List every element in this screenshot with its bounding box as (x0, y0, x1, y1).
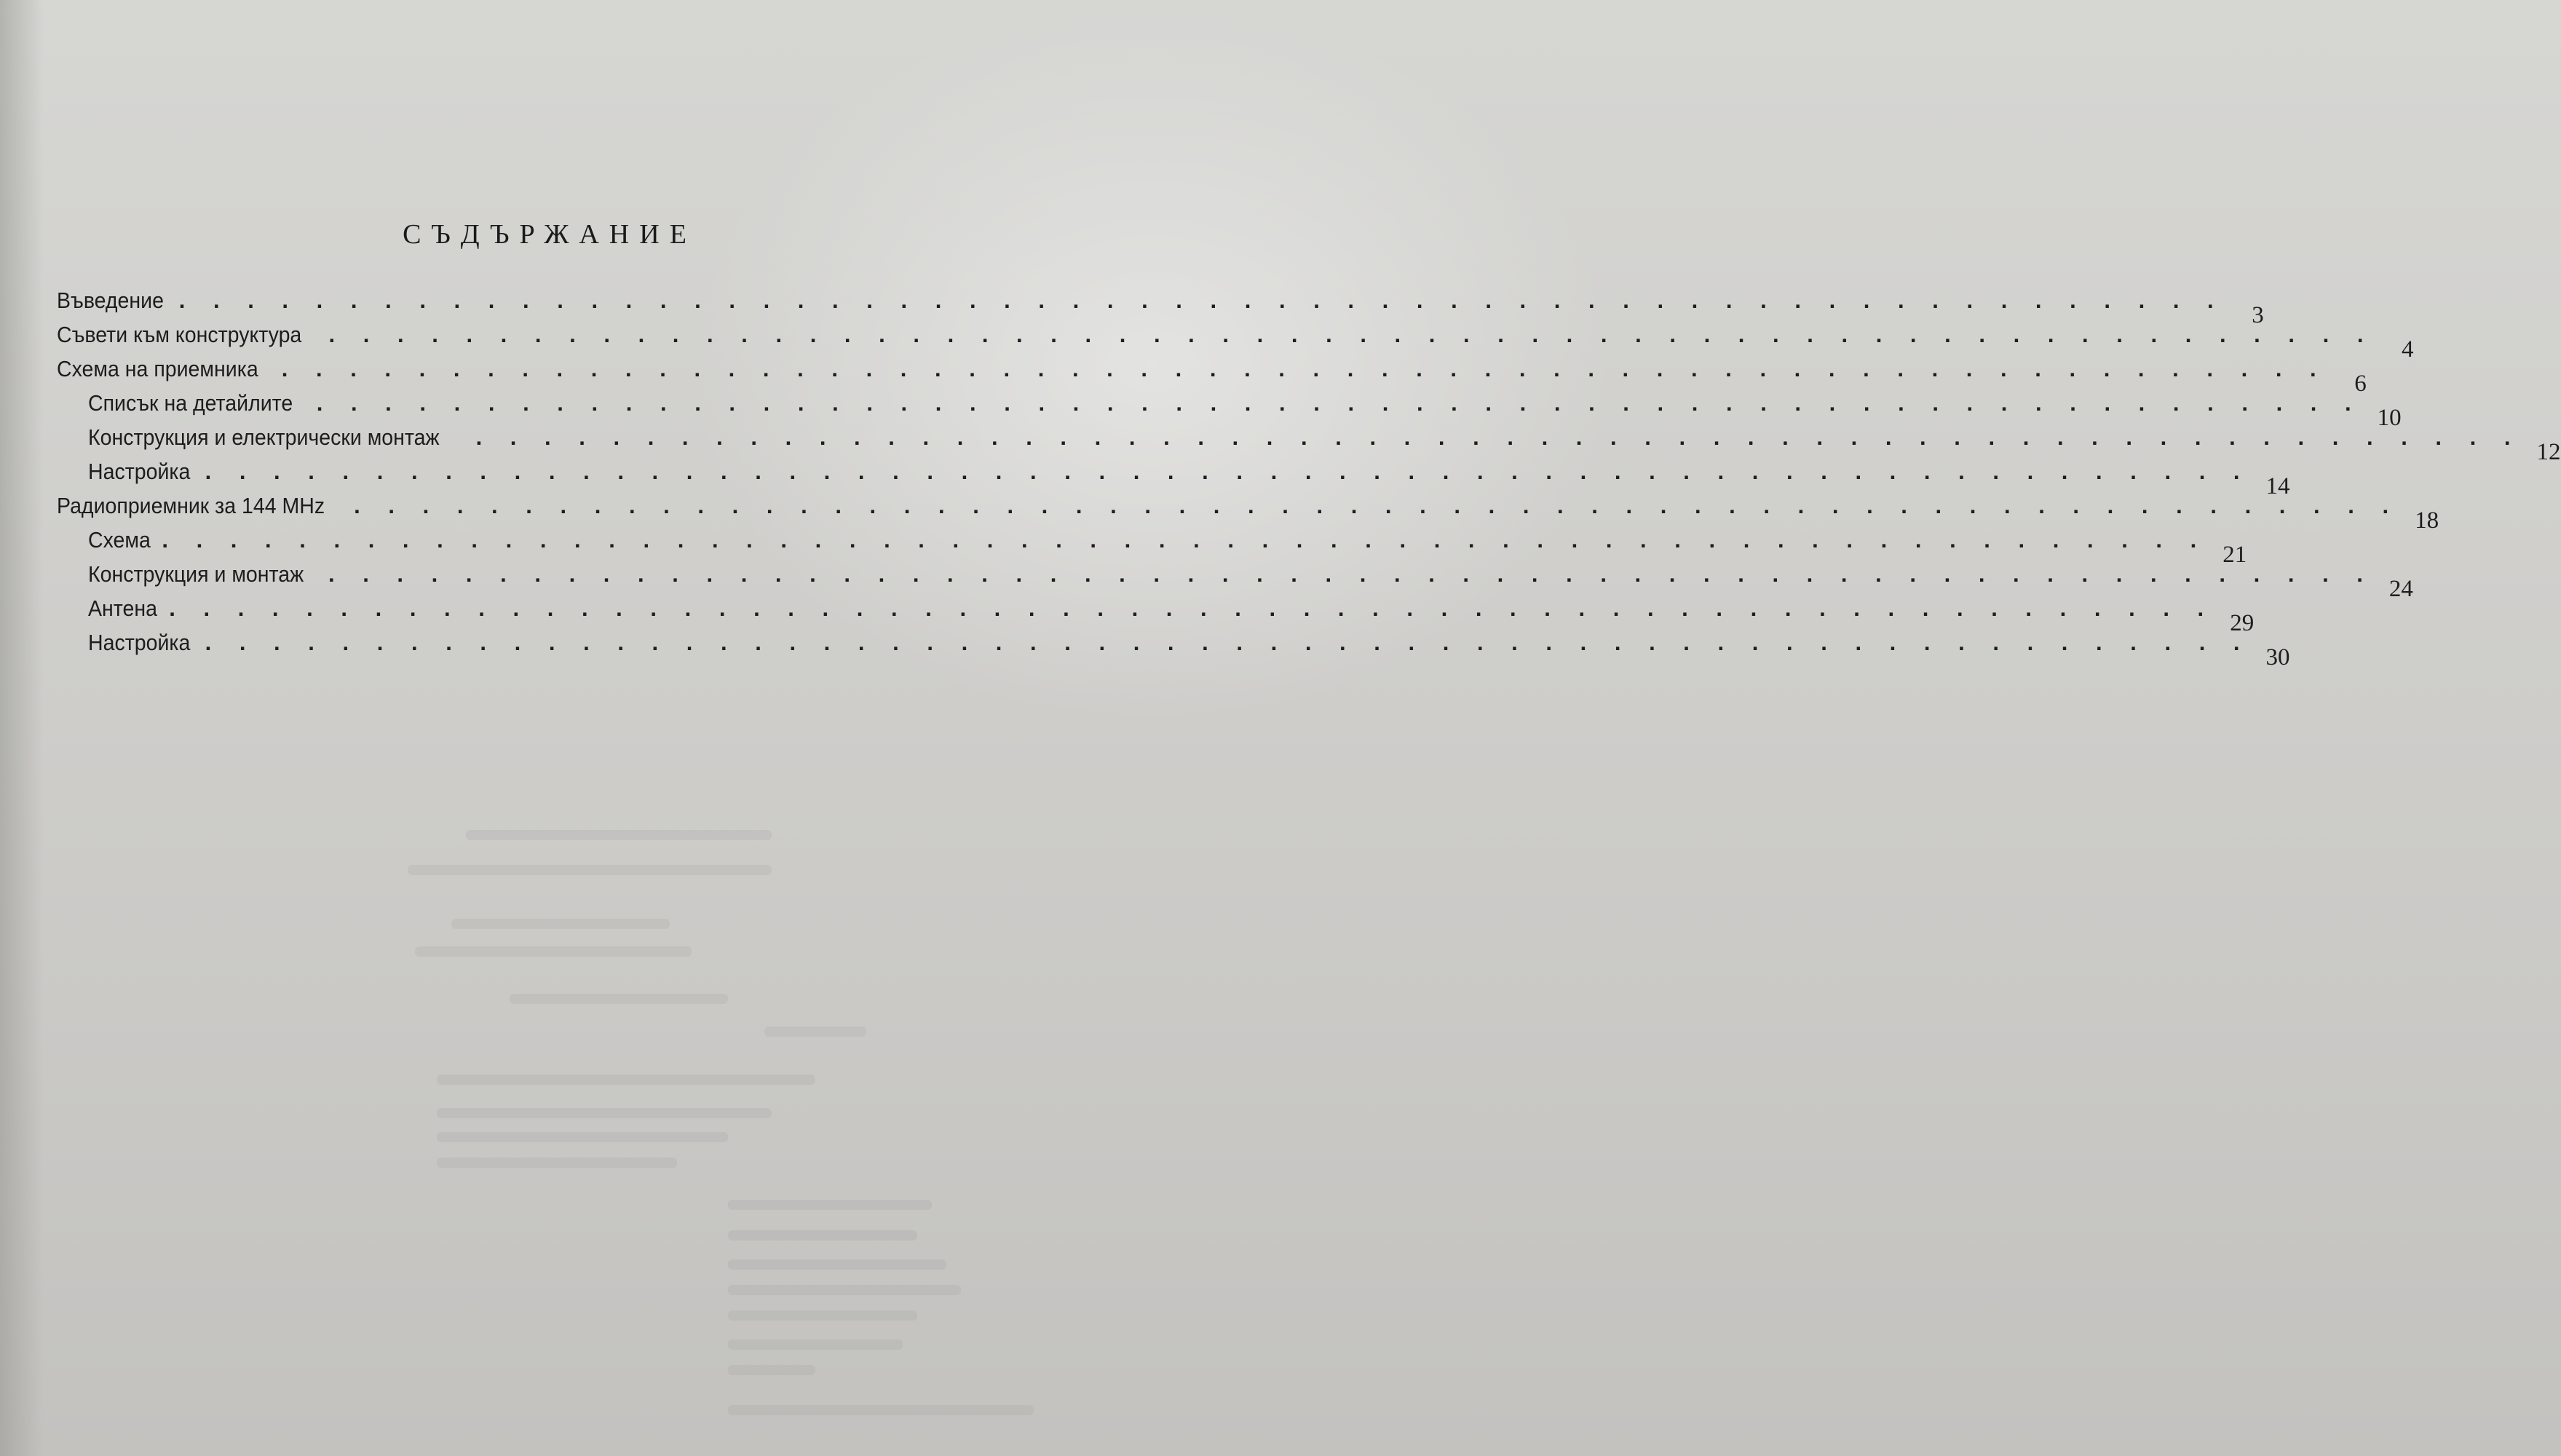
toc-entry (57, 561, 2413, 602)
toc-entry-page-number: 18 (2415, 507, 2439, 534)
toc-dot-leader: . . . . . . . . . . . . . . . . . . . . . . . . . . . . . . . . . . . . . . . . . . . . . . . . . . . . . . . . . . . . (354, 493, 2400, 518)
toc-entry-page-number: 14 (2265, 473, 2290, 499)
toc-dot-leader: . . . . . . . . . . . . . . . . . . . . . . . . . . . . . . . . . . . . . . . . . . . . . . . . . . . . . . . . . . . . (475, 424, 2522, 450)
toc-entry (57, 527, 2247, 568)
toc-dot-leader: . . . . . . . . . . . . . . . . . . . . . . . . . . . . . . . . . . . . . . . . . . . . . . . . . . . . . . . . . . . . (162, 527, 2208, 553)
toc-entry-label: Радиоприемник за 144 MHz (57, 493, 325, 518)
toc-dot-leader: . . . . . . . . . . . . . . . . . . . . . . . . . . . . . . . . . . . . . . . . . . . . . . . . . . . . . . . . . . . . (169, 596, 2215, 621)
toc-dot-leader: . . . . . . . . . . . . . . . . . . . . . . . . . . . . . . . . . . . . . . . . . . . . . . . . . . . . . . . . . . . . (316, 390, 2362, 416)
toc-entry-page-number: 4 (2401, 336, 2414, 363)
toc-entry-label: Настройка (88, 459, 191, 484)
toc-entry-label: Въведение (57, 288, 164, 313)
toc-entry-page-number: 24 (2388, 576, 2413, 602)
toc-entry-page-number: 3 (2252, 302, 2264, 328)
page-title: СЪДЪРЖАНИЕ (403, 219, 697, 250)
toc-entry-label: Списък на детайлите (88, 390, 293, 416)
toc-entry (57, 288, 2264, 328)
toc-entry-page-number: 10 (2377, 405, 2402, 431)
toc-entry-label: Настройка (88, 630, 191, 655)
toc-dot-leader: . . . . . . . . . . . . . . . . . . . . . . . . . . . . . . . . . . . . . . . . . . . . . . . . . . . . . . . . . . . . (328, 322, 2375, 347)
toc-entry (57, 424, 2561, 465)
toc-entry (57, 493, 2439, 534)
toc-dot-leader: . . . . . . . . . . . . . . . . . . . . . . . . . . . . . . . . . . . . . . . . . . . . . . . . . . . . . . . . . . . . (205, 459, 2251, 484)
toc-entry (57, 356, 2367, 397)
toc-entry (57, 459, 2290, 499)
toc-entry-page-number: 21 (2222, 542, 2247, 568)
toc-entry (57, 390, 2402, 431)
toc-entry-page-number: 12 (2536, 439, 2561, 465)
toc-dot-leader: . . . . . . . . . . . . . . . . . . . . . . . . . . . . . . . . . . . . . . . . . . . . . . . . . . . . . . . . . . . . (281, 356, 2327, 381)
toc-dot-leader: . . . . . . . . . . . . . . . . . . . . . . . . . . . . . . . . . . . . . . . . . . . . . . . . . . . . . . . . . . . . (205, 630, 2251, 655)
toc-entry-label: Конструкция и електрически монтаж (88, 424, 440, 450)
toc-entry-label: Конструкция и монтаж (88, 561, 304, 587)
toc-entry-label: Схема на приемника (57, 356, 258, 381)
toc-entry-page-number: 29 (2230, 610, 2255, 636)
toc-entry-label: Антена (88, 596, 157, 621)
toc-entry-page-number: 30 (2265, 644, 2290, 670)
toc-dot-leader: . . . . . . . . . . . . . . . . . . . . . . . . . . . . . . . . . . . . . . . . . . . . . . . . . . . . . . . . . . . . (178, 288, 2225, 313)
table-of-contents (57, 288, 2561, 670)
toc-entry (57, 596, 2255, 636)
toc-entry-label: Съвети към конструктура (57, 322, 302, 347)
toc-entry (57, 322, 2414, 363)
toc-entry-page-number: 6 (2354, 371, 2367, 397)
toc-entry-label: Схема (88, 527, 151, 553)
toc-dot-leader: . . . . . . . . . . . . . . . . . . . . . . . . . . . . . . . . . . . . . . . . . . . . . . . . . . . . . . . . . . . . (328, 561, 2374, 587)
toc-entry (57, 630, 2290, 670)
